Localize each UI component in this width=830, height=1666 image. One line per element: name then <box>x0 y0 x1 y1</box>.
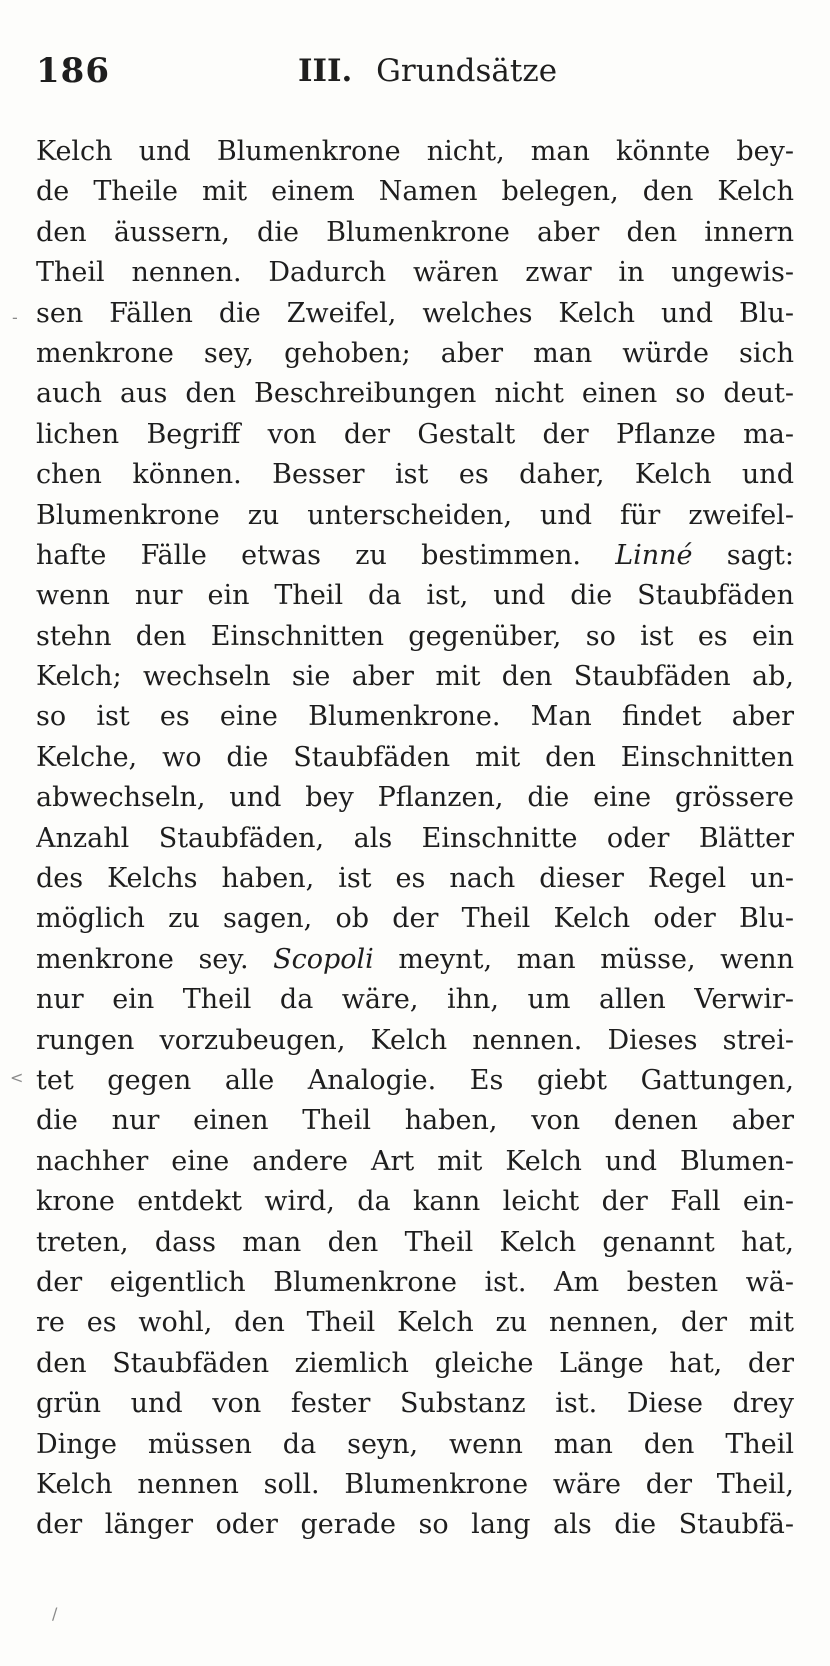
text-line: stehn den Einschnitten gegenüber, so ist es ein <box>36 620 794 652</box>
text-line: Kelch nennen soll. Blumenkrone wäre der Theil, <box>36 1468 794 1500</box>
text-line: grün und von fester Substanz ist. Diese drey <box>36 1388 794 1420</box>
text-line: hafte Fälle etwas zu bestimmen. Linné sagt: <box>36 539 794 571</box>
text-line: Kelch und Blumenkrone nicht, man könnte bey- <box>36 136 794 167</box>
text-line: nachher eine andere Art mit Kelch und Blumen- <box>36 1145 794 1177</box>
text-line: Blumenkrone zu unterscheiden, und für zweifel- <box>36 499 794 531</box>
text-line: des Kelchs haben, ist es nach dieser Regel un- <box>36 863 794 895</box>
text-line: menkrone sey, gehoben; aber man würde sich <box>36 337 794 369</box>
text-line: wenn nur ein Theil da ist, und die Staubfäden <box>36 580 794 612</box>
margin-mark: / <box>52 1604 58 1623</box>
text-line: abwechseln, und bey Pflanzen, die eine grössere <box>36 782 794 814</box>
text-line: lichen Begriff von der Gestalt der Pflanze ma- <box>36 418 794 450</box>
text-line: den Staubfäden ziemlich gleiche Länge hat, der <box>36 1347 794 1379</box>
text-line: krone entdekt wird, da kann leicht der Fall ein- <box>36 1186 794 1218</box>
text-line: der eigentlich Blumenkrone ist. Am besten wä- <box>36 1266 794 1298</box>
text-line: re es wohl, den Theil Kelch zu nennen, der mit <box>36 1307 794 1339</box>
text-line: tet gegen alle Analogie. Es giebt Gattungen, <box>36 1064 794 1096</box>
text-line: treten, dass man den Theil Kelch genannt hat, <box>36 1226 794 1258</box>
margin-mark: - <box>12 308 18 327</box>
text-line: Theil nennen. Dadurch wären zwar in ungewis- <box>36 257 794 289</box>
text-line: rungen vorzubeugen, Kelch nennen. Dieses strei- <box>36 1024 794 1056</box>
chapter-title: Grundsätze <box>376 53 558 89</box>
margin-mark: < <box>10 1068 24 1087</box>
italic-name: Linné <box>615 539 693 571</box>
text-line: Anzahl Staubfäden, als Einschnitte oder Blätter <box>36 822 794 854</box>
text-line: Dinge müssen da seyn, wenn man den Theil <box>36 1428 794 1460</box>
text-line: so ist es eine Blumenkrone. Man findet aber <box>36 701 794 733</box>
text-line: möglich zu sagen, ob der Theil Kelch oder Blu- <box>36 903 794 935</box>
text-line: Kelch; wechseln sie aber mit den Staubfäden ab, <box>36 661 794 693</box>
text-line: chen können. Besser ist es daher, Kelch und <box>36 459 794 491</box>
text-line: den äussern, die Blumenkrone aber den innern <box>36 216 794 248</box>
text-line: der länger oder gerade so lang als die Staubfä- <box>36 1509 794 1541</box>
body-text <box>36 132 794 1546</box>
text-line: de Theile mit einem Namen belegen, den Kelch <box>36 176 794 208</box>
text-line: auch aus den Beschreibungen nicht einen so deut- <box>36 378 794 410</box>
page-header <box>36 48 796 94</box>
chapter-number: III. <box>298 53 353 89</box>
italic-name: Scopoli <box>273 943 374 975</box>
page-number: 186 <box>36 51 110 91</box>
text-line: sen Fällen die Zweifel, welches Kelch und Blu- <box>36 297 794 329</box>
running-head <box>298 48 557 94</box>
text-line: die nur einen Theil haben, von denen aber <box>36 1105 794 1137</box>
text-line: menkrone sey. Scopoli meynt, man müsse, wenn <box>36 943 794 975</box>
text-line: nur ein Theil da wäre, ihn, um allen Verwir- <box>36 984 794 1016</box>
text-line: Kelche, wo die Staubfäden mit den Einschnitten <box>36 741 794 773</box>
